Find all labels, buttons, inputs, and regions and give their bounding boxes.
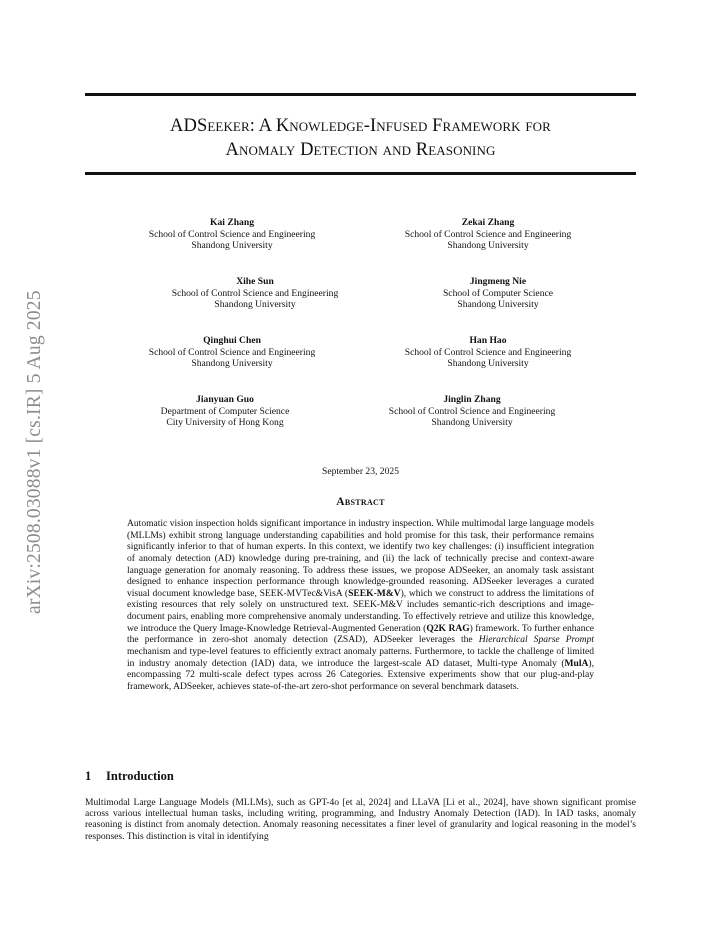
author-block xyxy=(358,335,618,370)
author-block xyxy=(102,335,362,370)
author-affiliation: Department of Computer Science xyxy=(160,405,290,417)
author-name: Kai Zhang xyxy=(210,217,254,228)
author-affiliation: School of Control Science and Engineering xyxy=(171,287,339,299)
abstract-text: Automatic vision inspection holds significant importance in industry inspection. While multimodal large language models (MLLMs) exhibit strong language understanding capabilities and hold promise for this task, their performance remains significantly inferior to that of human experts. In this context, we identify two key challenges: (i) insufficient integration of anomaly detection (AD) knowledge during pre-training, and (ii) the lack of technically precise and context-aware language generation for anomaly reasoning. To address these issues, we propose ADSeeker, an anomaly task assistant designed to enhance inspection performance through knowledge-grounded reasoning. ADSeeker leverages a curated visual document knowledge base, SEEK-MVTec&VisA ( xyxy=(127,518,594,599)
paper-title xyxy=(85,114,636,162)
section-heading xyxy=(85,769,174,784)
author-name: Qinghui Chen xyxy=(203,335,261,346)
author-institution: City University of Hong Kong xyxy=(166,417,284,429)
intro-paragraph: Multimodal Large Language Models (MLLMs), such as GPT-4o [et al, 2024] and LLaVA [Li et al., 2024], have shown significant promise across various intellectual human tasks, including writing, programming, and Industry Anomaly Detection (IAD). In IAD tasks, anomaly reasoning is distinct from anomaly detection. Anomaly reasoning necessitates a finer level of granularity and logical reasoning in the model’s responses. This distinction is vital in identifying xyxy=(85,797,636,842)
author-block xyxy=(125,276,385,311)
section-title: Introduction xyxy=(106,769,174,783)
author-name: Zekai Zhang xyxy=(461,217,515,228)
title-line-2: Anomaly Detection and Reasoning xyxy=(225,140,496,160)
paper-date: September 23, 2025 xyxy=(321,466,399,477)
author-institution: Shandong University xyxy=(457,299,539,311)
abstract-text: ), encompassing 72 multi-scale defect types across 26 Categories. Extensive experiments show that our plug-and-play framework, ADSeeker, achieves state-of-the-art zero-shot performance on several benchmark datasets. xyxy=(127,657,594,692)
author-name: Han Hao xyxy=(469,335,507,346)
author-block xyxy=(358,217,618,252)
abstract-text: mechanism and type-level features to efficiently extract anomaly patterns. Furthermore, to tackle the challenge of limited in industry anomaly detection (IAD) data, we introduce the largest-scale AD dataset, Multi-type Anomaly ( xyxy=(127,645,594,669)
author-institution: Shandong University xyxy=(431,417,513,429)
abstract-paragraph xyxy=(127,518,594,692)
title-line-1: ADSeeker: A Knowledge-Infused Framework for xyxy=(170,116,551,136)
author-name: Jianyuan Guo xyxy=(196,394,254,405)
author-institution: Shandong University xyxy=(447,240,529,252)
title-bottom-rule xyxy=(85,172,636,175)
author-institution: Shandong University xyxy=(214,299,296,311)
abstract-text: ) framework. To further enhance the performance in zero-shot anomaly detection (ZSAD), ADSeeker leverages the xyxy=(127,622,594,646)
abstract-italic-term: Hierarchical Sparse Prompt xyxy=(478,634,594,646)
abstract-bold-term: SEEK-M&V xyxy=(348,587,401,599)
author-block xyxy=(95,394,355,429)
title-top-rule xyxy=(85,93,636,96)
abstract-body xyxy=(127,518,594,692)
author-affiliation: School of Control Science and Engineering xyxy=(404,346,572,358)
section-number: 1 xyxy=(85,769,92,783)
author-name: Jingmeng Nie xyxy=(469,276,527,287)
author-affiliation: School of Control Science and Engineering xyxy=(404,228,572,240)
author-block xyxy=(342,394,602,429)
author-affiliation: School of Control Science and Engineering xyxy=(388,405,556,417)
author-block xyxy=(102,217,362,252)
abstract-heading: Abstract xyxy=(336,496,385,508)
author-institution: Shandong University xyxy=(191,240,273,252)
abstract-bold-term: Q2K RAG xyxy=(426,622,470,634)
abstract-bold-term: MulA xyxy=(564,657,589,669)
author-name: Jinglin Zhang xyxy=(443,394,501,405)
author-affiliation: School of Control Science and Engineering xyxy=(148,228,316,240)
author-institution: Shandong University xyxy=(191,358,273,370)
author-block xyxy=(368,276,628,311)
introduction-body xyxy=(85,797,636,842)
author-affiliation: School of Control Science and Engineering xyxy=(148,346,316,358)
author-affiliation: School of Computer Science xyxy=(442,287,554,299)
author-name: Xihe Sun xyxy=(236,276,274,287)
arxiv-identifier: arXiv:2508.03088v1 [cs.IR] 5 Aug 2025 xyxy=(24,290,45,615)
abstract-text: ), which we construct to address the limitations of existing resources that rely solely on unstructured text. SEEK-M&V includes semantic-rich descriptions and image-document pairs, enabling more comprehensive anomaly understanding. To effectively retrieve and utilize this knowledge, we introduce the Query Image-Knowledge Retrieval-Augmented Generation ( xyxy=(127,587,594,634)
author-institution: Shandong University xyxy=(447,358,529,370)
